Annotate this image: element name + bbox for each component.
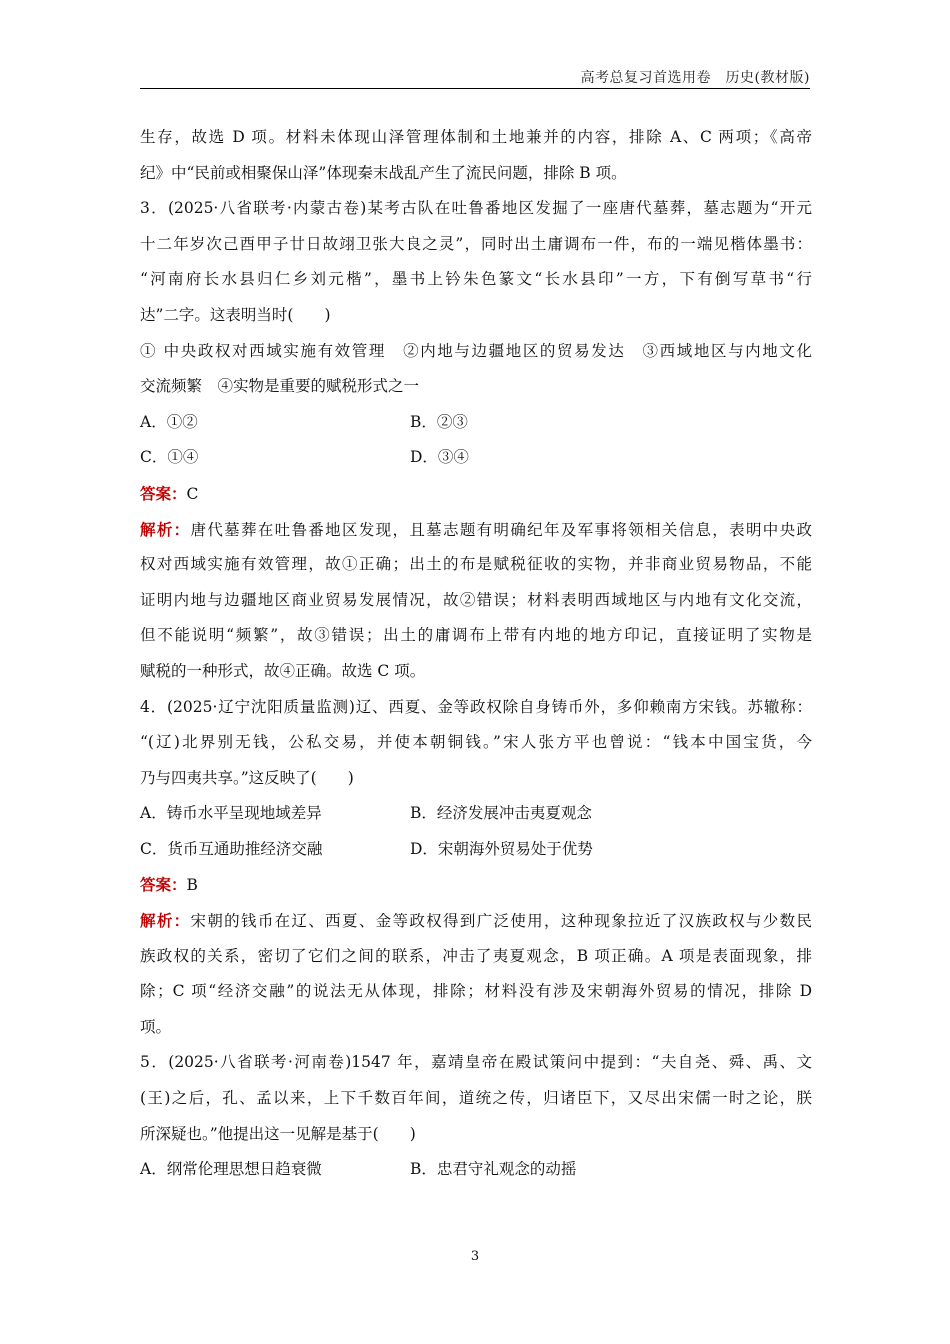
analysis-line: 赋税的一种形式，故④正确。故选 C 项。 (140, 661, 426, 680)
answer-label: 答案： (140, 483, 187, 503)
text-line: 生存，故选 D 项。材料未体现山泽管理体制和土地兼并的内容，排除 A、C 两项；《高帝 (140, 128, 812, 146)
option-a: A．铸币水平呈现地域差异 (140, 804, 322, 823)
question-stem-line: 3．(2025·八省联考·内蒙古卷)某考古队在吐鲁番地区发掘了一座唐代墓葬，墓志题为“开元 (140, 199, 812, 218)
analysis-line: 权对西域实施有效管理，故①正确；出土的布是赋税征收的实物，并非商业贸易物品，不能 (140, 555, 812, 574)
analysis-line: 除；C 项“经济交融”的说法无从体现，排除；材料没有涉及宋朝海外贸易的情况，排除 D (140, 982, 812, 1001)
option-b: B．②③ (410, 412, 468, 431)
option-d: D．③④ (410, 448, 469, 467)
running-header: 高考总复习首选用卷 历史(教材版) (580, 70, 810, 86)
question-stem-line: ① 中央政权对西域实施有效管理 ②内地与边疆地区的贸易发达 ③西域地区与内地文化 (140, 341, 812, 360)
options-row (140, 405, 812, 441)
analysis-line (140, 903, 812, 939)
answer-value: B (186, 876, 198, 895)
question-3 (140, 191, 812, 689)
analysis-label: 解析： (140, 911, 191, 931)
answer-label: 答案： (140, 875, 187, 895)
question-stem-line: 5．(2025·八省联考·河南卷)1547 年，嘉靖皇帝在殿试策问中提到：“夫自尧、舜、禹、文 (140, 1053, 812, 1072)
page-content (140, 120, 812, 1188)
analysis-line: 族政权的关系，密切了它们之间的联系，冲击了夷夏观念，B 项正确。A 项是表面现象，排 (140, 946, 812, 965)
question-stem-line: “河南府长水县归仁乡刘元楷”，墨书上钤朱色篆文“长水县印”一方，下有倒写草书“行 (140, 270, 812, 289)
analysis-label: 解析： (140, 519, 191, 539)
option-b: B．经济发展冲击夷夏观念 (410, 804, 592, 823)
answer-line (140, 476, 812, 512)
options-row (140, 440, 812, 476)
analysis-text: 唐代墓葬在吐鲁番地区发现，且墓志题有明确纪年及军事将领相关信息，表明中央政 (190, 520, 812, 539)
analysis-text: 宋朝的钱币在辽、西夏、金等政权得到广泛使用，这种现象拉近了汉族政权与少数民 (190, 912, 812, 931)
text-line: 纪》中“民前或相聚保山泽”体现秦末战乱产生了流民问题，排除 B 项。 (140, 163, 627, 182)
page-number: 3 (470, 1249, 480, 1264)
option-a: A．①② (140, 412, 198, 431)
question-stem-line: 达”二字。这表明当时( ) (140, 305, 331, 324)
answer-value: C (186, 484, 199, 503)
question-stem-line: 所深疑也。”他提出这一见解是基于( ) (140, 1124, 416, 1143)
option-c: C．货币互通助推经济交融 (140, 839, 323, 858)
analysis-line: 但不能说明“频繁”，故③错误；出土的庸调布上带有内地的地方印记，直接证明了实物是 (140, 626, 812, 645)
header-rule (140, 88, 810, 89)
question-stem-line: “(辽)北界别无钱，公私交易，并使本朝铜钱。”宋人张方平也曾说：“钱本中国宝货，今 (140, 733, 812, 752)
analysis-line: 证明内地与边疆地区商业贸易发展情况，故②错误；材料表明西域地区与内地有文化交流， (140, 590, 812, 609)
question-stem-line: (王)之后，孔、孟以来，上下千数百年间，道统之传，归诸臣下，又尽出宋儒一时之论，朕 (140, 1089, 812, 1108)
option-a: A．纲常伦理思想日趋衰微 (140, 1160, 322, 1179)
options-row (140, 796, 812, 832)
option-d: D．宋朝海外贸易处于优势 (410, 839, 593, 858)
options-row (140, 832, 812, 868)
question-4 (140, 690, 812, 1046)
question-5 (140, 1045, 812, 1187)
question-stem-line: 交流频繁 ④实物是重要的赋税形式之一 (140, 377, 420, 396)
option-b: B．忠君守礼观念的动摇 (410, 1160, 577, 1179)
question-stem-line: 十二年岁次己酉甲子廿日故翊卫张大良之灵”，同时出土庸调布一件，布的一端见楷体墨书： (140, 234, 812, 253)
analysis-line: 项。 (140, 1017, 172, 1036)
options-row (140, 1152, 812, 1188)
analysis-line (140, 512, 812, 548)
question-stem-line: 乃与四夷共享。”这反映了( ) (140, 768, 354, 787)
answer-line (140, 867, 812, 903)
option-c: C．①④ (140, 448, 199, 467)
question-stem-line: 4．(2025·辽宁沈阳质量监测)辽、西夏、金等政权除自身铸币外，多仰赖南方宋钱。苏辙称： (140, 697, 812, 716)
